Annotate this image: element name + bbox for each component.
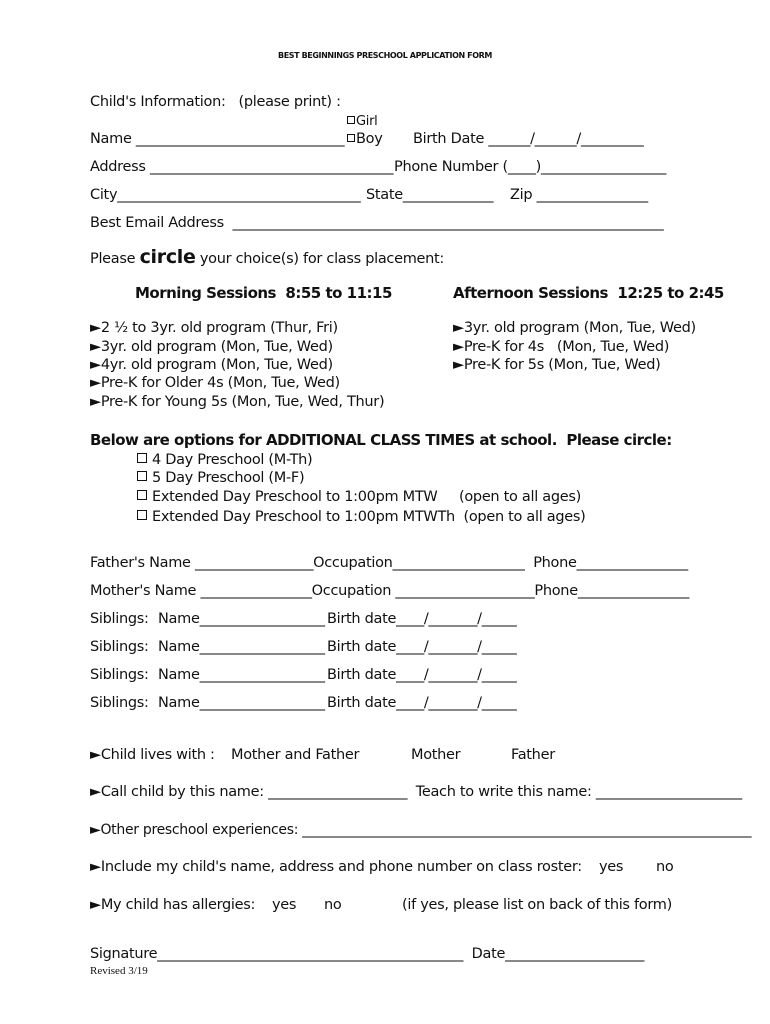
additional-option-label: Extended Day Preschool to 1:00pm MTWTh (open to all ages) (152, 509, 586, 525)
girl-option[interactable] (347, 115, 377, 128)
child-info-heading: Child's Information: (please print) : (90, 94, 341, 110)
additional-option-label: 5 Day Preschool (M-F) (152, 470, 305, 486)
lives-with-mother-and-father[interactable]: Mother and Father (231, 747, 360, 763)
city-field[interactable]: City___________________________________ (90, 187, 361, 203)
placement-rest-text: your choice(s) for class placement: (199, 251, 445, 267)
afternoon-sessions-heading: Afternoon Sessions 12:25 to 2:45 (453, 284, 724, 302)
child-name-field[interactable]: Name ______________________________ (90, 131, 345, 147)
address-field[interactable]: Address ___________________________________ (90, 159, 394, 175)
girl-checkbox[interactable] (347, 116, 355, 124)
additional-option[interactable] (137, 490, 581, 505)
roster-yes[interactable]: yes (599, 859, 624, 875)
option-checkbox[interactable] (137, 453, 147, 463)
additional-option[interactable] (137, 453, 312, 468)
siblings-label: Siblings: (90, 695, 149, 711)
additional-times-heading: Below are options for ADDITIONAL CLASS TIMES at school. Please circle: (90, 431, 672, 449)
option-checkbox[interactable] (137, 471, 147, 481)
state-field[interactable]: State_____________ (366, 187, 494, 203)
additional-option-label: 4 Day Preschool (M-Th) (152, 452, 313, 468)
sibling-name-field[interactable]: Name__________________ (158, 695, 325, 711)
boy-option[interactable] (347, 132, 383, 147)
revised-note: Revised 3/19 (90, 965, 148, 977)
allergies-no[interactable]: no (324, 897, 342, 913)
option-checkbox[interactable] (137, 510, 147, 520)
morning-option[interactable]: ►4yr. old program (Mon, Tue, Wed) (90, 357, 333, 373)
siblings-label: Siblings: (90, 667, 149, 683)
roster-no[interactable]: no (656, 859, 674, 875)
sibling-name-field[interactable]: Name__________________ (158, 667, 325, 683)
allergies-yes[interactable]: yes (272, 897, 297, 913)
morning-option[interactable]: ►Pre-K for Older 4s (Mon, Tue, Wed) (90, 375, 340, 391)
allergies-note: (if yes, please list on back of this form) (402, 897, 672, 913)
sibling-name-field[interactable]: Name__________________ (158, 639, 325, 655)
boy-checkbox[interactable] (347, 134, 355, 142)
afternoon-option[interactable]: ►3yr. old program (Mon, Tue, Wed) (453, 320, 696, 336)
sibling-name-field[interactable]: Name__________________ (158, 611, 325, 627)
other-experiences-row[interactable]: ►Other preschool experiences: ___________________________________________________________________ (90, 822, 752, 838)
sibling-birth-field[interactable]: Birth date____/_______/_____ (327, 611, 517, 627)
sibling-birth-field[interactable]: Birth date____/_______/_____ (327, 667, 517, 683)
morning-sessions-heading: Morning Sessions 8:55 to 11:15 (135, 284, 392, 302)
additional-option[interactable] (137, 510, 586, 525)
afternoon-option[interactable]: ►Pre-K for 5s (Mon, Tue, Wed) (453, 357, 661, 373)
call-name-row[interactable]: ►Call child by this name: ____________________ Teach to write this name: _____________________ (90, 784, 742, 800)
form-title: BEST BEGINNINGS PRESCHOOL APPLICATION FORM (278, 51, 492, 60)
lives-with-father[interactable]: Father (511, 747, 555, 763)
roster-question: ►Include my child's name, address and phone number on class roster: (90, 859, 582, 875)
siblings-label: Siblings: (90, 639, 149, 655)
please-text: Please (90, 251, 136, 267)
afternoon-option[interactable]: ►Pre-K for 4s (Mon, Tue, Wed) (453, 339, 670, 355)
phone-field[interactable]: Phone Number (____)__________________ (394, 159, 667, 175)
siblings-label: Siblings: (90, 611, 149, 627)
morning-option[interactable]: ►Pre-K for Young 5s (Mon, Tue, Wed, Thur) (90, 394, 385, 410)
girl-label: Girl (356, 114, 378, 129)
placement-instruction (90, 248, 444, 267)
lives-with-mother[interactable]: Mother (411, 747, 461, 763)
additional-option-label: Extended Day Preschool to 1:00pm MTW (open to all ages) (152, 489, 581, 505)
circle-word: circle (139, 246, 196, 268)
zip-field[interactable]: Zip ________________ (510, 187, 648, 203)
additional-option[interactable] (137, 471, 304, 486)
signature-date-row[interactable]: Signature____________________________________________ Date____________________ (90, 946, 645, 962)
morning-option[interactable]: ►3yr. old program (Mon, Tue, Wed) (90, 339, 333, 355)
lives-with-label: ►Child lives with : (90, 747, 215, 763)
father-info-row[interactable]: Father's Name _________________Occupation___________________ Phone________________ (90, 555, 688, 571)
sibling-birth-field[interactable]: Birth date____/_______/_____ (327, 695, 517, 711)
allergies-question: ►My child has allergies: (90, 897, 256, 913)
birth-date-field[interactable]: Birth Date ______/______/_________ (413, 131, 644, 147)
option-checkbox[interactable] (137, 490, 147, 500)
boy-label: Boy (356, 131, 383, 147)
sibling-birth-field[interactable]: Birth date____/_______/_____ (327, 639, 517, 655)
email-field[interactable]: Best Email Address ______________________________________________________________ (90, 215, 664, 231)
mother-info-row[interactable]: Mother's Name ________________Occupation ____________________Phone________________ (90, 583, 690, 599)
morning-option[interactable]: ►2 ½ to 3yr. old program (Thur, Fri) (90, 320, 338, 336)
